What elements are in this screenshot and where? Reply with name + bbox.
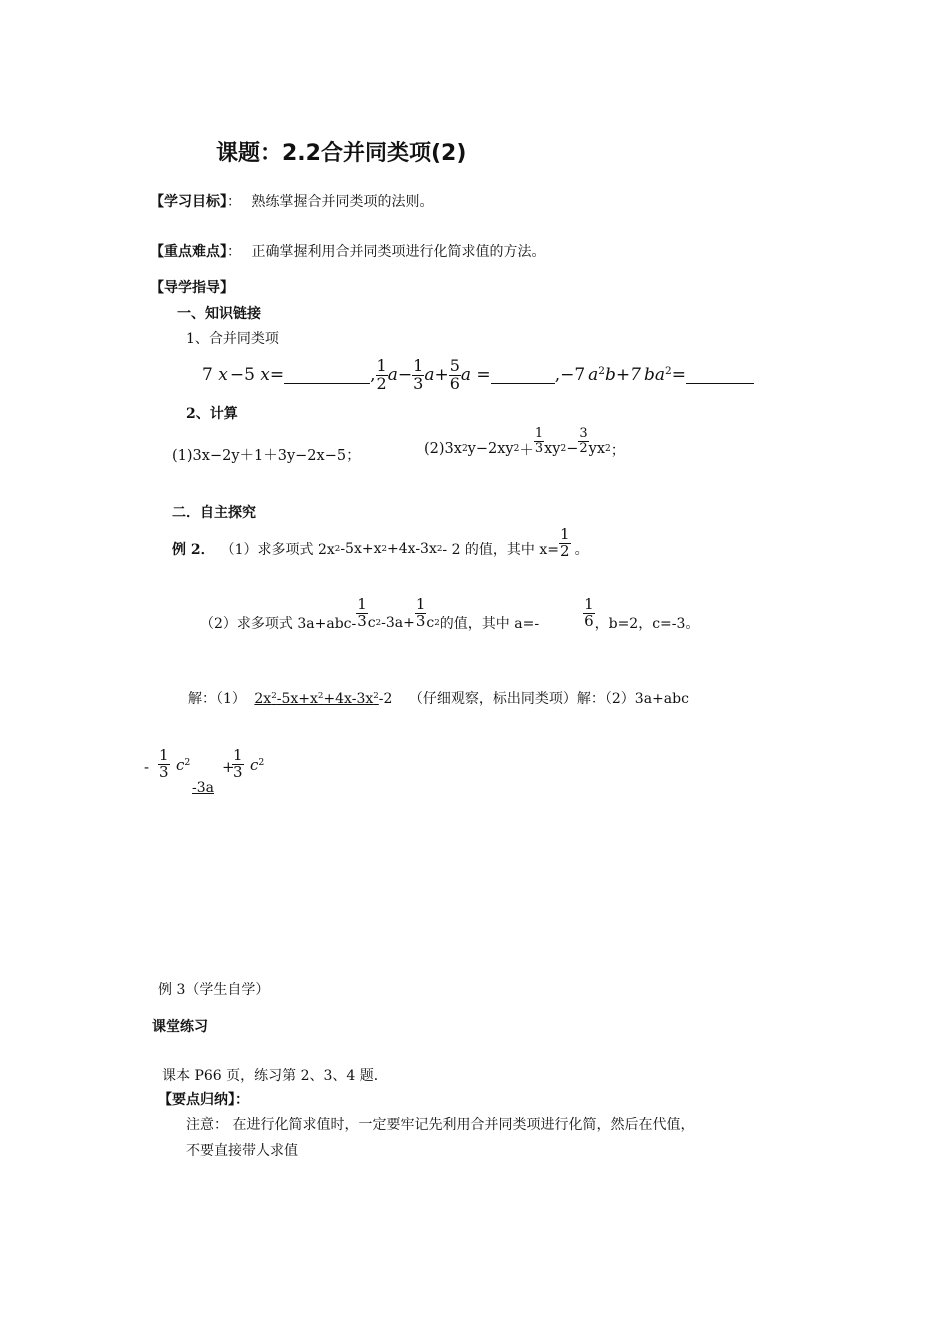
solution-expression: $2x^2-5x+x^2+4x-3x^2$ xyxy=(254,691,379,707)
example-2-question-2: （2）求多项式 3a+abc- $\frac{1}{3}$ c 2 -3a+ $\frac{1}{3}$ c 2 的值，其中 a=- $\frac{1}{6}$ ，b=2，c=-3。 xyxy=(200,594,700,632)
eq-term-7x: 7 x xyxy=(202,365,228,385)
fraction-neg-third: $\frac{1}{3}$ xyxy=(159,746,169,781)
fraction-one-third-b: $\frac{1}{3}$ xyxy=(415,594,426,630)
solution-note: （仔细观察，标出同类项）解：（2）3a+abc xyxy=(408,691,689,707)
section-self-explore: 二．自主探究 xyxy=(172,505,256,521)
calc-problem-2: (2)3x 2 y−2xy 2 ＋ $\frac{1}{3}$ xy 2 − $\frac{3}{2}$ yx 2 ； xyxy=(424,425,626,459)
eq-var-a3: a = xyxy=(460,365,491,385)
item-combine-like-terms: 1、合并同类项 xyxy=(186,331,279,347)
eq-minus-5x: −5 x xyxy=(229,365,270,385)
fraction-third: $\frac{1}{3}$ xyxy=(413,355,424,393)
fraction-x-half: $\frac{1}{2}$ xyxy=(560,524,570,560)
eq-neg7: −7 xyxy=(560,365,586,385)
eq-equals: = xyxy=(269,365,285,385)
objectives-text: 熟练掌握合并同类项的法则。 xyxy=(251,194,434,210)
calc-problem-1: (1)3x−2y＋1＋3y−2x−5； xyxy=(172,448,361,464)
eq-var-a: a xyxy=(387,365,398,385)
key-points-label: 【重点难点】 xyxy=(150,244,227,260)
fraction-half: $\frac{1}{2}$ xyxy=(376,355,387,393)
key-difficulties xyxy=(150,241,545,261)
solution-line: 解：（1） $2x^2-5x+x^2+4x-3x^2-2$ （仔细观察，标出同类项）解：（2）3a+abc xyxy=(188,691,689,707)
fraction-five-sixths: $\frac{5}{6}$ xyxy=(449,355,460,393)
answer-blank-1[interactable] xyxy=(284,366,370,384)
example-2-question-1: 例 2． （1）求多项式 2x 2 -5x+x 2 +4x-3x 2 - 2 的值，其中 x= $\frac{1}{2}$ 。 xyxy=(172,524,589,560)
objectives-colon: ： xyxy=(227,194,241,210)
fraction-one-sixth: $\frac{1}{6}$ xyxy=(584,594,594,630)
practice-heading: 课堂练习 xyxy=(152,1019,208,1035)
fraction-one-third-a: $\frac{1}{3}$ xyxy=(357,594,367,630)
eq-equals-3: = xyxy=(671,365,686,385)
solution-label: 解：（1） xyxy=(188,691,246,707)
term-minus-3a: -3a xyxy=(192,780,214,796)
key-points-colon: ： xyxy=(227,244,241,260)
summary-line-1: 注意： 在进行化简求值时，一定要牢记先利用合并同类项进行化简，然后在代值， xyxy=(186,1117,695,1133)
fraction-one-third: $\frac{1}{3}$ xyxy=(534,425,544,456)
key-points-text: 正确掌握利用合并同类项进行化简求值的方法。 xyxy=(251,244,546,260)
equation-line: 7 x −5 x = , $\frac{1}{2}$ a − $\frac{1}{3}$ a + $\frac{5}{6}$ a = , −7 $a^2b+7$ $ba^2$ = xyxy=(202,350,754,400)
page-title: 课题：2.2合并同类项(2) xyxy=(216,141,467,166)
section-knowledge-link: 一、知识链接 xyxy=(177,306,261,322)
eq-var-a2: a xyxy=(424,365,435,385)
fraction-plus-third: $\frac{1}{3}$ xyxy=(233,746,243,781)
fraction-three-halves: $\frac{3}{2}$ xyxy=(579,425,588,456)
example-2-label: 例 2． xyxy=(172,542,215,558)
summary-heading: 【要点归纳】： xyxy=(158,1092,249,1108)
summary-line-2: 不要直接带人求值 xyxy=(186,1143,298,1159)
answer-blank-2[interactable] xyxy=(491,366,555,384)
eq-ba2: $ba^2$ xyxy=(643,365,672,385)
answer-blank-3[interactable] xyxy=(686,366,754,384)
guide-heading: 【导学指导】 xyxy=(150,280,234,296)
practice-text: 课本 P66 页，练习第 2、3、4 题． xyxy=(162,1068,388,1084)
item-calculate: 2、计算 xyxy=(186,406,238,422)
example-3: 例 3（学生自学） xyxy=(158,982,270,998)
eq-a2b: $a^2b+7$ xyxy=(588,365,641,385)
objectives-label: 【学习目标】 xyxy=(150,194,227,210)
learning-objectives xyxy=(150,191,433,211)
